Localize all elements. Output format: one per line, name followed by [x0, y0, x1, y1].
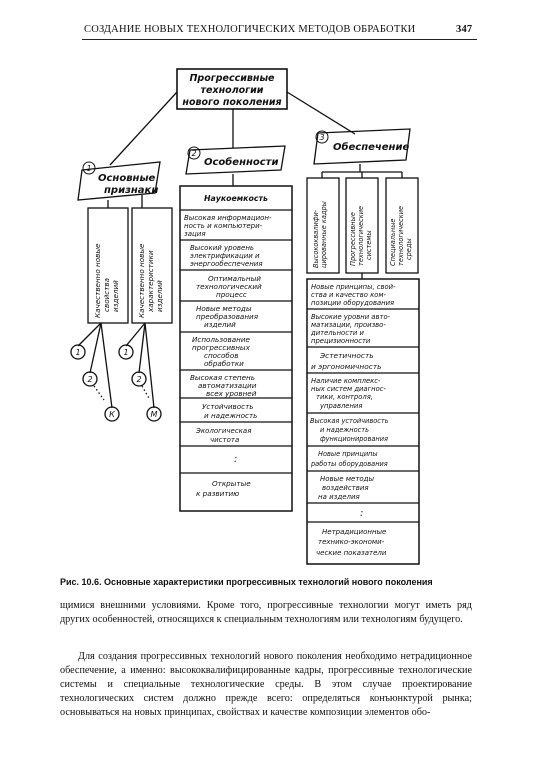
feature-item: Оптимальный	[208, 274, 261, 283]
svg-text:изделий: изделий	[155, 280, 164, 312]
support-column-1-text	[312, 201, 328, 268]
feature-item: всех уровней	[206, 389, 257, 398]
svg-text:Высококвалифи-: Высококвалифи-	[312, 209, 320, 268]
svg-text:свойства: свойства	[102, 277, 111, 312]
top-box-line: технологии	[200, 85, 264, 96]
feature-item: изделий	[204, 320, 236, 329]
svg-text:системы: системы	[365, 230, 373, 260]
feature-item: Устойчивость	[202, 402, 254, 411]
feature-ellipsis: :	[234, 454, 238, 465]
support-item: Нетрадиционные	[322, 528, 387, 536]
svg-text:среды: среды	[405, 238, 413, 260]
support-item: ческие показатели	[316, 549, 387, 557]
support-item: и надежность	[320, 426, 369, 434]
header-title: СОЗДАНИЕ НОВЫХ ТЕХНОЛОГИЧЕСКИХ МЕТОДОВ ОБРАБОТКИ	[84, 24, 416, 35]
support-item: Высокие уровни авто-	[311, 313, 391, 321]
support-item: Новые принципы	[318, 450, 378, 458]
page-number: 347	[456, 24, 473, 35]
svg-text:Качественно новые: Качественно новые	[137, 243, 146, 318]
tree-node-label: 2	[87, 375, 93, 384]
feature-item: Высокий уровень	[190, 244, 255, 252]
support-item: Эстетичность	[320, 351, 374, 360]
paragraph: Для создания прогрессивных технологий нового поколения необходимо нетрадиционное обеспечение, а именно: высококвалифицированные кадры, прогрессивные технологические системы и специальные технологические среды. В этом случае проектирование технологических систем должно прежде всего: определяться конъюнктурой рынка; основываться на новых принципах, свойствах и качестве композиции элементов обо-	[60, 651, 472, 718]
feature-item: обработки	[204, 359, 244, 368]
tree-node-label: 2	[136, 375, 142, 384]
feature-item: способов	[204, 351, 239, 360]
branch1-column-1-text	[93, 243, 120, 318]
feature-item: и надежность	[204, 411, 258, 420]
feature-item: Новые методы	[196, 304, 252, 313]
feature-item: процесс	[216, 290, 247, 299]
support-item: матизации, произво-	[311, 321, 386, 329]
support-item: Наличие комплекс-	[311, 377, 381, 385]
support-item: тики, контроля,	[316, 393, 373, 401]
branch3-number: 3	[319, 133, 325, 142]
feature-item: зация	[184, 230, 206, 238]
svg-text:Прогрессивные: Прогрессивные	[349, 212, 357, 266]
feature-item: электрификации и	[190, 252, 260, 260]
branch1-column-2-text	[137, 243, 164, 318]
support-item: дительности и	[311, 329, 364, 337]
branch1-title: признаки	[104, 185, 159, 196]
support-ellipsis: :	[360, 508, 364, 519]
feature-item: Использование	[192, 335, 250, 344]
feature-item: энергообеспечения	[190, 260, 263, 268]
support-item: воздействия	[322, 484, 369, 492]
feature-item: Наукоемкость	[204, 194, 268, 203]
svg-text:технологические: технологические	[397, 205, 405, 266]
feature-item: преобразования	[196, 312, 259, 321]
support-item: позиции оборудования	[311, 299, 395, 307]
svg-text:изделий: изделий	[111, 280, 120, 312]
tree-node-label: М	[150, 410, 158, 419]
svg-text:Специальные: Специальные	[389, 218, 397, 266]
top-box-line: нового поколения	[182, 97, 282, 108]
support-item: ства и качество ком-	[311, 291, 386, 299]
support-item: на изделия	[318, 493, 360, 501]
support-item: прецизионности	[311, 337, 371, 345]
feature-item: технологический	[196, 282, 262, 291]
feature-item: Экологическая	[196, 427, 252, 435]
branch1-number: 1	[86, 164, 92, 173]
support-item: Новые методы	[320, 475, 375, 483]
support-column-3-text	[389, 206, 413, 266]
feature-item: Высокая информацион-	[184, 214, 272, 222]
paragraph: щимися внешними условиями. Кроме того, прогрессивные технологии могут иметь ряд других особенностей, относящихся к специальным технологиям или технологиям будущего.	[60, 600, 472, 625]
top-box-line: Прогрессивные	[189, 73, 275, 84]
feature-item: к развитию	[196, 489, 240, 498]
svg-text:характеристики: характеристики	[146, 250, 155, 312]
support-item: функционирования	[320, 435, 388, 443]
feature-item: прогрессивных	[192, 343, 250, 352]
branch2-title: Особенности	[204, 157, 279, 168]
support-item: управления	[320, 402, 363, 410]
tree-node-label: 1	[75, 348, 81, 357]
branch3-title: Обеспечение	[333, 142, 410, 153]
svg-text:технологические: технологические	[357, 205, 365, 266]
branch2-number: 2	[191, 149, 197, 158]
feature-item: автоматизации	[198, 381, 257, 390]
branch1-title: Основные	[98, 173, 156, 184]
feature-item: ность и компьютери-	[184, 222, 263, 230]
svg-text:Качественно новые: Качественно новые	[93, 243, 102, 318]
feature-item: Открытые	[212, 479, 251, 488]
support-item: технико-экономи-	[318, 538, 385, 546]
support-column-2-text	[349, 206, 373, 266]
support-item: Высокая устойчивость	[310, 417, 389, 425]
support-item: Новые принципы, свой-	[311, 283, 396, 291]
support-item: работы оборудования	[311, 460, 388, 468]
tree-node-label: 1	[123, 348, 129, 357]
figure-caption: Рис. 10.6. Основные характеристики прогрессивных технологий нового поколения	[60, 577, 433, 587]
support-item: и эргономичность	[311, 362, 382, 371]
feature-item: чистота	[210, 436, 240, 444]
tree-node-label: К	[109, 410, 115, 419]
svg-text:цированные кадры: цированные кадры	[320, 201, 328, 268]
support-item: ных систем диагнос-	[311, 385, 386, 393]
feature-item: Высокая степень	[190, 373, 255, 382]
